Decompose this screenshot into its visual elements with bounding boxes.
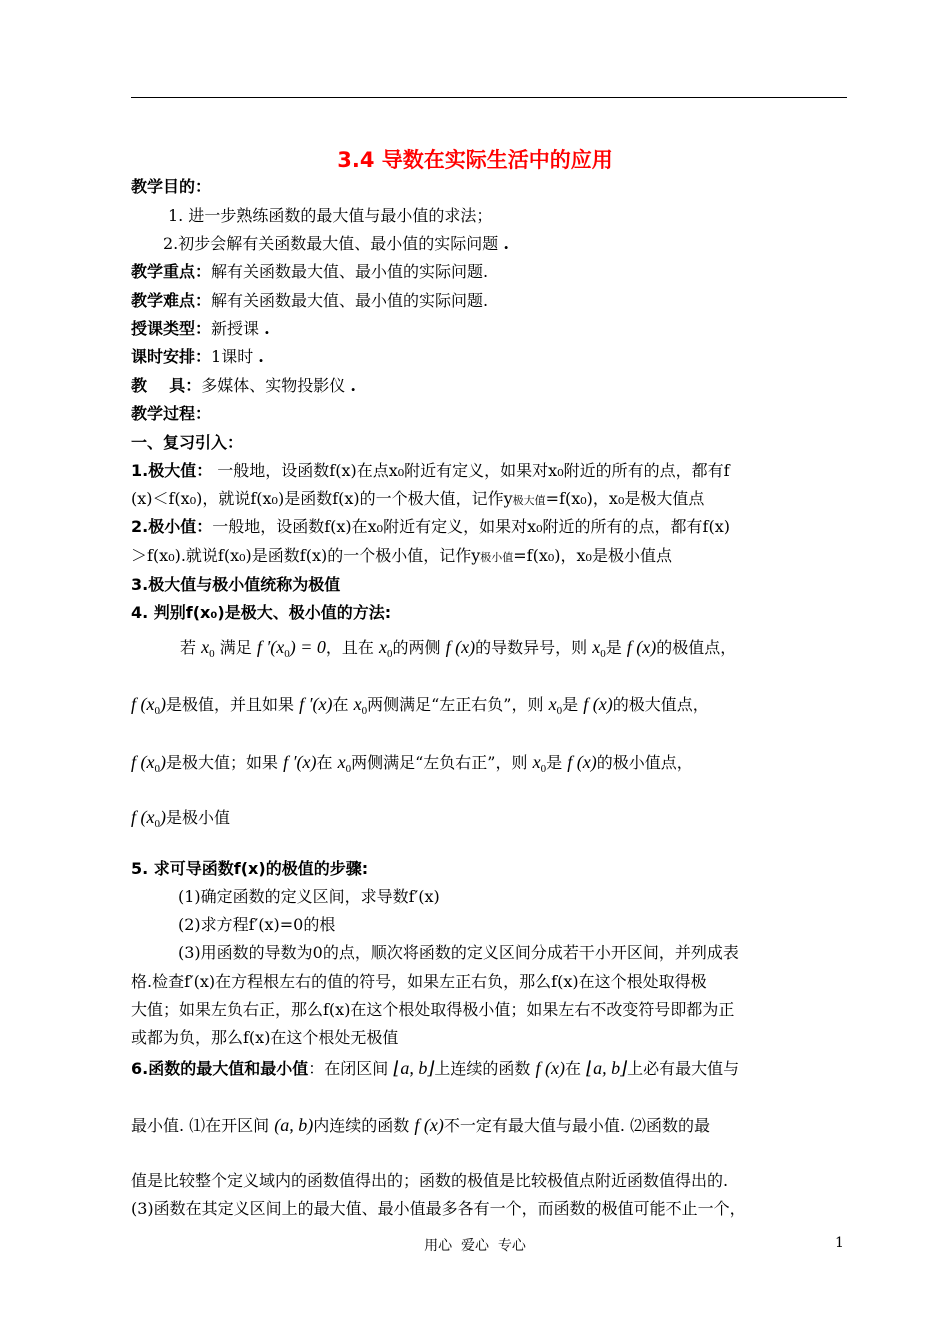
step-2: (2)求方程f′(x)=0的根: [178, 915, 336, 934]
step-3-line3: 大值；如果左负右正，那么f(x)在这个根处取得极小值；如果左右不改变符号即都为正: [131, 1000, 735, 1019]
page-number: 1: [835, 1235, 844, 1251]
lesson-hours: 课时安排：1课时 .: [131, 347, 264, 366]
maximum-definition-line1: 1.极大值： 一般地，设函数f(x)在点x₀附近有定义，如果对x₀附近的所有的点，都有f: [131, 461, 730, 480]
key-points: 教学重点：解有关函数最大值、最小值的实际问题.: [131, 262, 489, 281]
criterion-line4: f $(x_0)$是极小值: [131, 807, 230, 830]
teaching-tools: 教 具：多媒体、实物投影仪 .: [131, 376, 356, 395]
extremum-note: 3.极大值与极小值统称为极值: [131, 575, 341, 594]
criterion-line3: f $(x_0)$是极大值；如果 f ′(x)在 $x_0$两侧满足“左负右正”，则 $x_0$是 f (x)的极小值点，: [131, 752, 693, 775]
criterion-heading: 4. 判别f(x₀)是极大、极小值的方法:: [131, 603, 392, 622]
criterion-line1: 若 $x_0$ 满足 f $'(x_0) = 0$，且在 $x_0$的两侧 f (x)的导数异号，则 $x_0$是 f (x)的极值点，: [180, 637, 737, 660]
minimum-definition-line2: ＞f(x₀).就说f(x₀)是函数f(x)的一个极小值，记作y极小值=f(x₀)，x₀是极小值点: [131, 546, 672, 565]
minimum-definition-line1: 2.极小值：一般地，设函数f(x)在x₀附近有定义，如果对x₀附近的所有的点，都有f(x): [131, 517, 730, 536]
difficulties: 教学难点：解有关函数最大值、最小值的实际问题.: [131, 291, 489, 310]
lesson-type: 授课类型：新授课 .: [131, 319, 270, 338]
process-heading: 教学过程：: [131, 404, 212, 423]
max-min-line1: 6.函数的最大值和最小值：在闭区间 ⌊a, b⌋上连续的函数 f (x)在 ⌊a, b⌋上必有最大值与: [131, 1058, 740, 1078]
steps-heading: 5. 求可导函数f(x)的极值的步骤:: [131, 859, 369, 878]
step-3-line1: (3)用函数的导数为0的点，顺次将函数的定义区间分成若干小开区间，并列成表: [178, 943, 739, 962]
maximum-definition-line2: (x)＜f(x₀)，就说f(x₀)是函数f(x)的一个极大值，记作y极大值=f(x₀)，x₀是极大值点: [131, 489, 705, 508]
section-review: 一、复习引入：: [131, 433, 244, 452]
header-rule: [131, 97, 847, 98]
step-3-line2: 格.检查f′(x)在方程根左右的值的符号，如果左正右负，那么f(x)在这个根处取得极: [131, 972, 707, 991]
goal-1: 1. 进一步熟练函数的最大值与最小值的求法；: [168, 206, 493, 225]
page-footer: 用心 爱心 专心: [424, 1238, 526, 1254]
doc-title: 3.4 导数在实际生活中的应用: [337, 148, 613, 172]
goals-heading: 教学目的：: [131, 177, 212, 196]
step-1: (1)确定函数的定义区间，求导数f′(x): [178, 887, 440, 906]
max-min-line4: (3)函数在其定义区间上的最大值、最小值最多各有一个，而函数的极值可能不止一个，: [131, 1199, 746, 1218]
step-3-line4: 或都为负，那么f(x)在这个根处无极值: [131, 1028, 399, 1047]
max-min-line3: 值是比较整个定义域内的函数值得出的；函数的极值是比较极值点附近函数值得出的.: [131, 1171, 729, 1190]
max-min-line2: 最小值. ⑴在开区间 (a, b)内连续的函数 f (x)不一定有最大值与最小值. ⑵函数的最: [131, 1115, 711, 1135]
goal-2: 2.初步会解有关函数最大值、最小值的实际问题 .: [163, 234, 509, 253]
criterion-line2: f $(x_0)$是极值，并且如果 f ′(x)在 $x_0$两侧满足“左正右负”，则 $x_0$是 f (x)的极大值点，: [131, 694, 709, 717]
